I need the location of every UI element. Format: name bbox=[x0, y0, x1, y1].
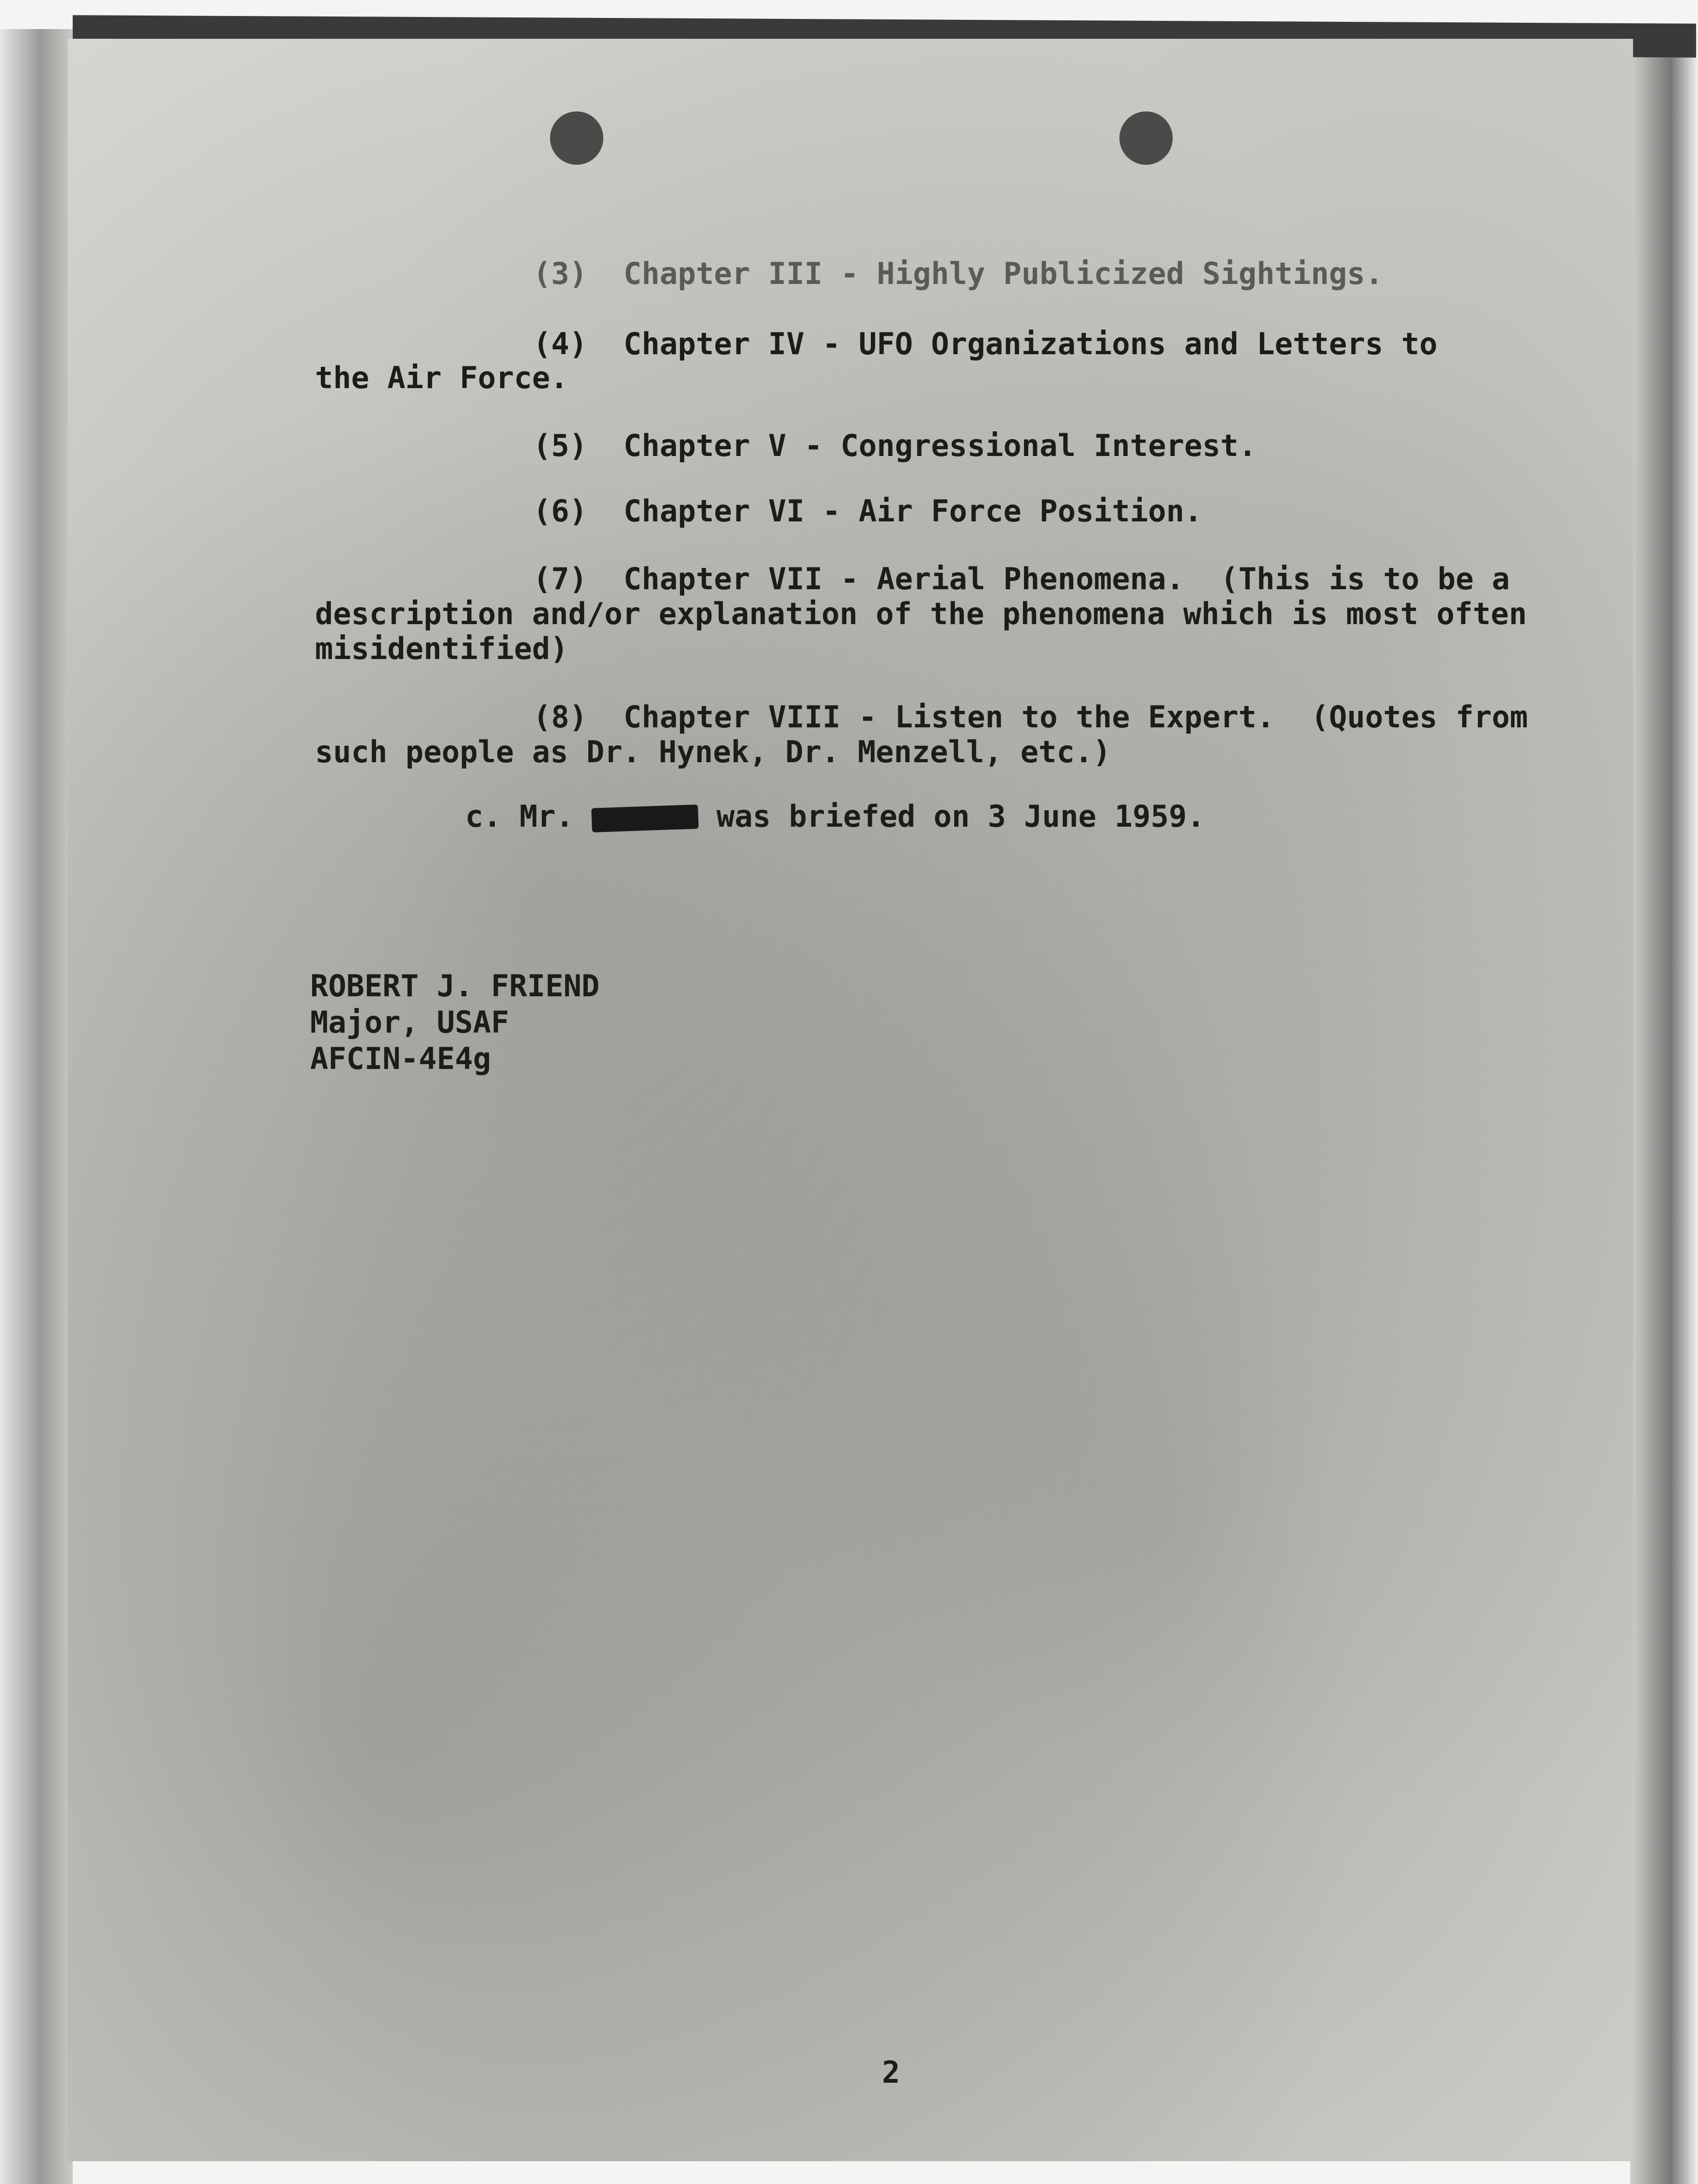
signature-name: ROBERT J. FRIEND bbox=[310, 968, 600, 1004]
right-scan-shadow bbox=[1630, 29, 1698, 2184]
redaction-block bbox=[591, 804, 699, 833]
item-8-line-1 bbox=[533, 700, 1528, 734]
item-6 bbox=[533, 494, 1202, 528]
item-6-label: (6) bbox=[533, 493, 587, 529]
item-7-label: (7) bbox=[533, 561, 587, 597]
signature-rank: Major, USAF bbox=[310, 1005, 509, 1040]
item-3-text: Chapter III - Highly Publicized Sightings. bbox=[623, 256, 1384, 291]
item-4-line-1 bbox=[533, 327, 1437, 361]
item-4-text-line-1: Chapter IV - UFO Organizations and Letters to bbox=[623, 326, 1438, 361]
paragraph-c-after: was briefed on 3 June 1959. bbox=[716, 799, 1205, 834]
item-7-line-3: misidentified) bbox=[315, 631, 568, 666]
item-6-text: Chapter VI - Air Force Position. bbox=[623, 493, 1203, 529]
item-8-text-line-1: Chapter VIII - Listen to the Expert. (Quotes from bbox=[623, 699, 1528, 735]
item-7-line-2: description and/or explanation of the phenomena which is most often bbox=[315, 596, 1527, 631]
item-7-text-line-1: Chapter VII - Aerial Phenomena. (This is to be a bbox=[623, 561, 1510, 597]
punch-hole-left bbox=[550, 111, 603, 165]
item-5 bbox=[533, 429, 1257, 463]
page-number: 2 bbox=[882, 2055, 900, 2090]
item-4-line-2: the Air Force. bbox=[315, 360, 568, 395]
paragraph-c bbox=[465, 800, 1205, 833]
item-8-line-2: such people as Dr. Hynek, Dr. Menzell, etc.) bbox=[315, 734, 1111, 770]
paragraph-c-label: c. bbox=[465, 799, 502, 834]
item-4-label: (4) bbox=[533, 326, 587, 361]
left-scan-shadow bbox=[0, 29, 73, 2184]
item-5-label: (5) bbox=[533, 428, 587, 463]
item-3 bbox=[533, 257, 1383, 291]
item-3-label: (3) bbox=[533, 256, 587, 291]
signature-office: AFCIN-4E4g bbox=[310, 1041, 491, 1076]
item-8-label: (8) bbox=[533, 699, 587, 735]
item-7-line-1 bbox=[533, 562, 1510, 596]
punch-hole-right bbox=[1119, 111, 1173, 165]
item-5-text: Chapter V - Congressional Interest. bbox=[623, 428, 1257, 463]
paragraph-c-before: Mr. bbox=[519, 799, 574, 834]
